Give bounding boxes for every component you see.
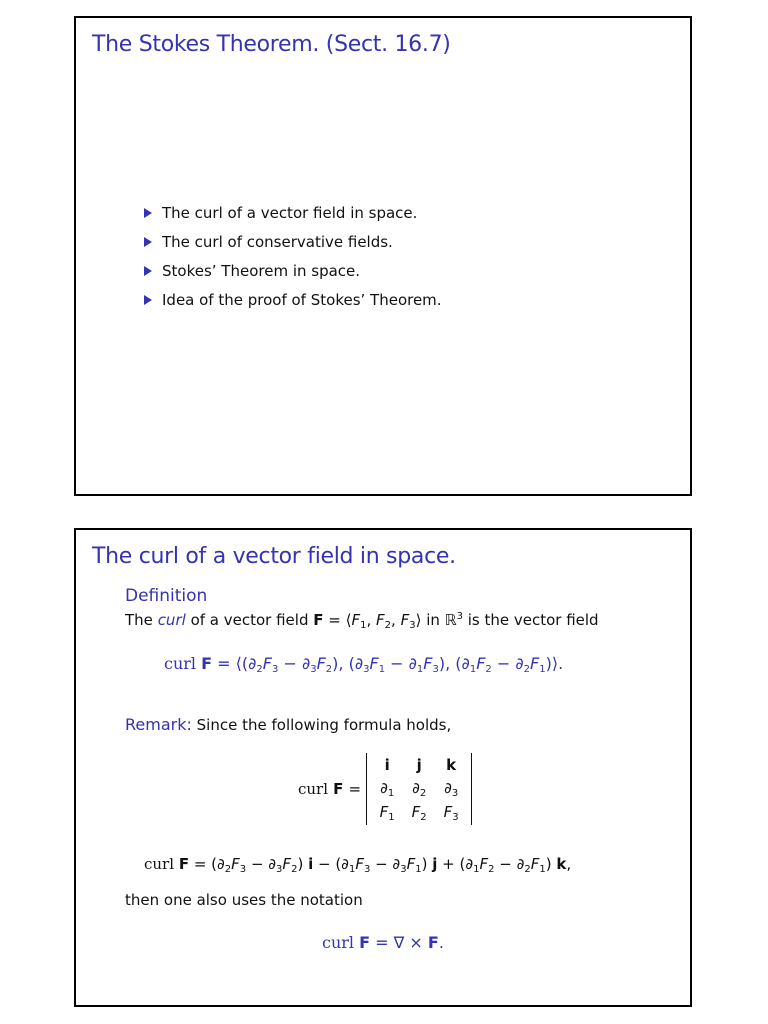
outline-item: The curl of a vector field in space. xyxy=(144,198,442,227)
nabla-notation-formula: curl F = ∇ × F. xyxy=(322,933,444,952)
remark-line: Remark: Since the following formula holds, xyxy=(125,715,452,734)
slide-2 xyxy=(74,528,692,1007)
bullet-triangle-icon xyxy=(144,266,152,276)
remark-label: Remark: xyxy=(125,715,192,734)
determinant-matrix: i j k $\partial_1$ $\partial_2$ $\partial_3$ $F_1$ $F_2$ $F_3$ xyxy=(366,753,472,825)
outline-item: The curl of conservative fields. xyxy=(144,227,442,256)
slide-1-title: The Stokes Theorem. (Sect. 16.7) xyxy=(92,32,451,57)
slide-1 xyxy=(74,16,692,496)
definition-text: The curl of a vector field $F = ⟨F_1$, $F_2$, $F_3⟩$ in ℝ$^3$ is the vector field xyxy=(125,611,599,631)
bullet-triangle-icon xyxy=(144,208,152,218)
outline-item: Idea of the proof of Stokes’ Theorem. xyxy=(144,285,442,314)
curl-definition-formula: curl $F = ⟨(\partial_2F_3 - \partial_3F_2)$, $(\partial_3F_1 - \partial_1F_3)$, ($\partial_1F_2$ − $\partial_2F_1)⟩$. xyxy=(164,654,564,675)
bullet-triangle-icon xyxy=(144,295,152,305)
curl-term: curl xyxy=(157,611,186,629)
slide-2-title: The curl of a vector field in space. xyxy=(92,544,456,569)
notation-text: then one also uses the notation xyxy=(125,891,363,909)
outline-item: Stokes’ Theorem in space. xyxy=(144,256,442,285)
bullet-triangle-icon xyxy=(144,237,152,247)
outline-list xyxy=(144,198,442,314)
determinant-formula: curl F = i j k $\partial_1$ $\partial_2$ $\partial_3$ $F_1$ $F_2$ $F_3$ xyxy=(298,753,472,825)
curl-expansion-formula: curl $F = (\partial_2F_3 - \partial_3F_2) i - (\partial_1F_3 - \partial_3F_1) j + (\partial_1F_2 - \partial_2F_1)$ k, xyxy=(144,855,572,875)
definition-label: Definition xyxy=(125,586,208,606)
